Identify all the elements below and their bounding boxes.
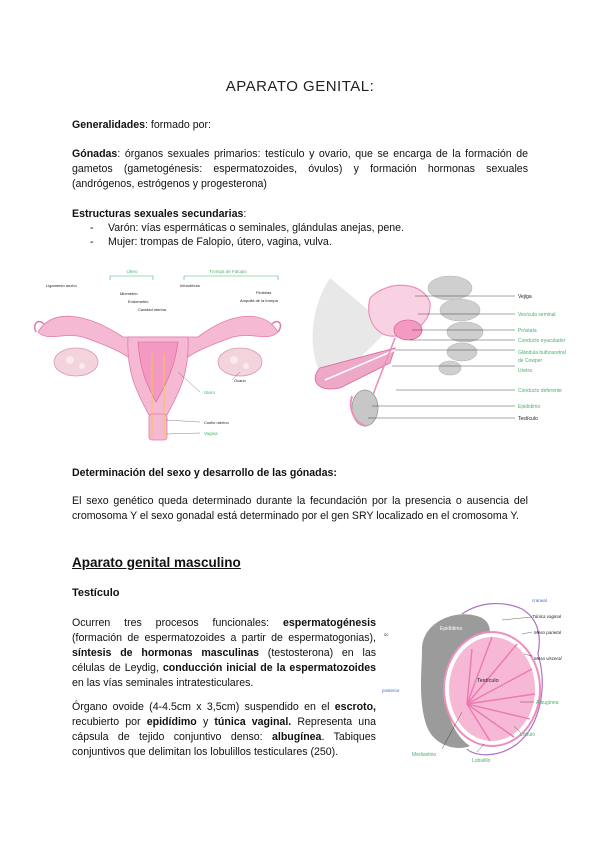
- label-utero: Útero: [204, 390, 216, 395]
- text-span: . Tabiques conjuntivos que delimitan los lobulillos testiculares (250).: [72, 731, 376, 758]
- label-endometrio: Endometrio: [128, 299, 149, 304]
- gonadas-label: Gónadas: [72, 148, 118, 160]
- bold-term: epidídimo: [146, 716, 197, 728]
- generalidades-paragraph: [72, 118, 528, 133]
- label-trompa: Trompa de Falopio: [209, 269, 247, 274]
- label-albuginea: Albugínea: [536, 700, 559, 706]
- label-cavidad: Cavidad uterina: [138, 307, 167, 312]
- label-prostata: Próstata: [518, 328, 537, 334]
- label-infundibulo: Infundíbulo: [180, 283, 200, 288]
- label-cowper: de Cowper: [518, 358, 543, 364]
- secundarias-list: [90, 221, 404, 249]
- label-ligamento-ancho: Ligamento ancho: [46, 283, 77, 288]
- bold-term: escroto,: [334, 701, 376, 713]
- secundarias-label: Estructuras sexuales secundarias: [72, 208, 244, 220]
- label-miometrio: Miometrio: [120, 291, 138, 296]
- label-ovario: Ovario: [234, 378, 246, 383]
- label-parietal: Meso parietal: [534, 630, 562, 635]
- gonadas-text: : órganos sexuales primarios: testículo y ovario, que se encarga de la formación de gametos (gametogénesis: espermatozoides, óvulos) y formación hormonas sexuales (andrógenos, estrógenos y progesterona): [72, 148, 528, 190]
- label-epididimo: Epidídimo: [440, 626, 463, 632]
- generalidades-label: Generalidades: [72, 119, 146, 131]
- label-craneal: craneal: [532, 598, 547, 603]
- bold-term: túnica vaginal.: [214, 716, 292, 728]
- label-testiculo: Testículo: [477, 678, 499, 684]
- label-eyaculador: Conducto eyaculador: [518, 338, 566, 344]
- text-span: en las vías seminales intratesticulares.: [72, 677, 254, 689]
- text-span: recubierto por: [72, 716, 147, 728]
- masculino-heading: Aparato genital masculino: [72, 555, 241, 570]
- bold-term: albugínea: [272, 731, 322, 743]
- label-vesicula: Vesícula seminal: [518, 312, 556, 318]
- text-span: Representa una cápsula de tejido conjuntivo denso:: [72, 716, 376, 743]
- label-posterior: posterior: [382, 688, 400, 693]
- text-span: Órgano ovoide (4-4.5cm x 3,5cm) suspendido en el: [72, 701, 335, 713]
- label-utero-top: Útero: [126, 269, 138, 274]
- label-vejiga: Vejiga: [518, 294, 532, 300]
- list-item: - Mujer: trompas de Falopio, útero, vagina, vulva.: [90, 235, 404, 249]
- bold-term: conducción inicial de la espermatozoides: [162, 662, 376, 674]
- testis-diagram: [382, 594, 590, 772]
- bold-term: espermatogénesis: [282, 617, 376, 629]
- determinacion-heading: [72, 466, 528, 481]
- label-cuello: Cuello uterino: [204, 420, 229, 425]
- determinacion-paragraph: El sexo genético queda determinado durante la fecundación por la presencia o ausencia del cromosoma Y el sexo gonadal está determinado por el gen SRY localizado en el cromosoma Y.: [72, 495, 528, 522]
- label-uretra: Uretra: [518, 368, 532, 374]
- label-deferente: Conducto deferente: [518, 388, 562, 394]
- text-span: (formación de espermatozoides a partir de espermatogonias),: [72, 632, 376, 644]
- secundarias-colon: :: [243, 208, 247, 220]
- list-item: - Varón: vías espermáticas o seminales, glándulas anejas, pene.: [90, 221, 404, 235]
- page-title: APARATO GENITAL:: [225, 78, 375, 95]
- male-reproductive-diagram: [300, 268, 592, 448]
- text-span: y: [196, 716, 215, 728]
- label-fimbrias: Fimbrias: [256, 290, 272, 295]
- determinacion-title: Determinación del sexo y desarrollo de las gónadas:: [72, 467, 337, 479]
- label-lobulo: Lóbulo: [520, 732, 536, 738]
- label-testiculo: Testículo: [518, 416, 538, 422]
- text-span: Ocurren tres procesos funcionales:: [72, 617, 283, 629]
- secundarias-heading: [72, 207, 528, 222]
- label-ampolla: Ampolla de la trompa: [240, 298, 278, 303]
- generalidades-text: : formado por:: [145, 119, 211, 131]
- testiculo-heading: Testículo: [72, 587, 120, 599]
- label-mediastino: Mediastino: [412, 752, 437, 758]
- label-vagina: Vagina: [204, 431, 218, 436]
- testiculo-paragraph-1: [72, 616, 376, 691]
- label-epididimo: Epidídimo: [518, 404, 541, 410]
- female-reproductive-diagram: [28, 262, 290, 447]
- label-visceral: Meso visceral: [534, 656, 562, 661]
- testiculo-paragraph-2: [72, 700, 376, 760]
- text-span: (testosterona) en las células de Leydig,: [72, 647, 377, 674]
- label-cc: cc: [384, 632, 389, 637]
- bold-term: síntesis de hormonas masculinas: [72, 647, 260, 659]
- label-tunica: Túnica vaginal: [532, 614, 562, 619]
- label-glandula: Glándula bulbouretral: [518, 350, 566, 356]
- gonadas-paragraph: [72, 147, 528, 192]
- label-lobulillo: Lobulillo: [472, 758, 491, 764]
